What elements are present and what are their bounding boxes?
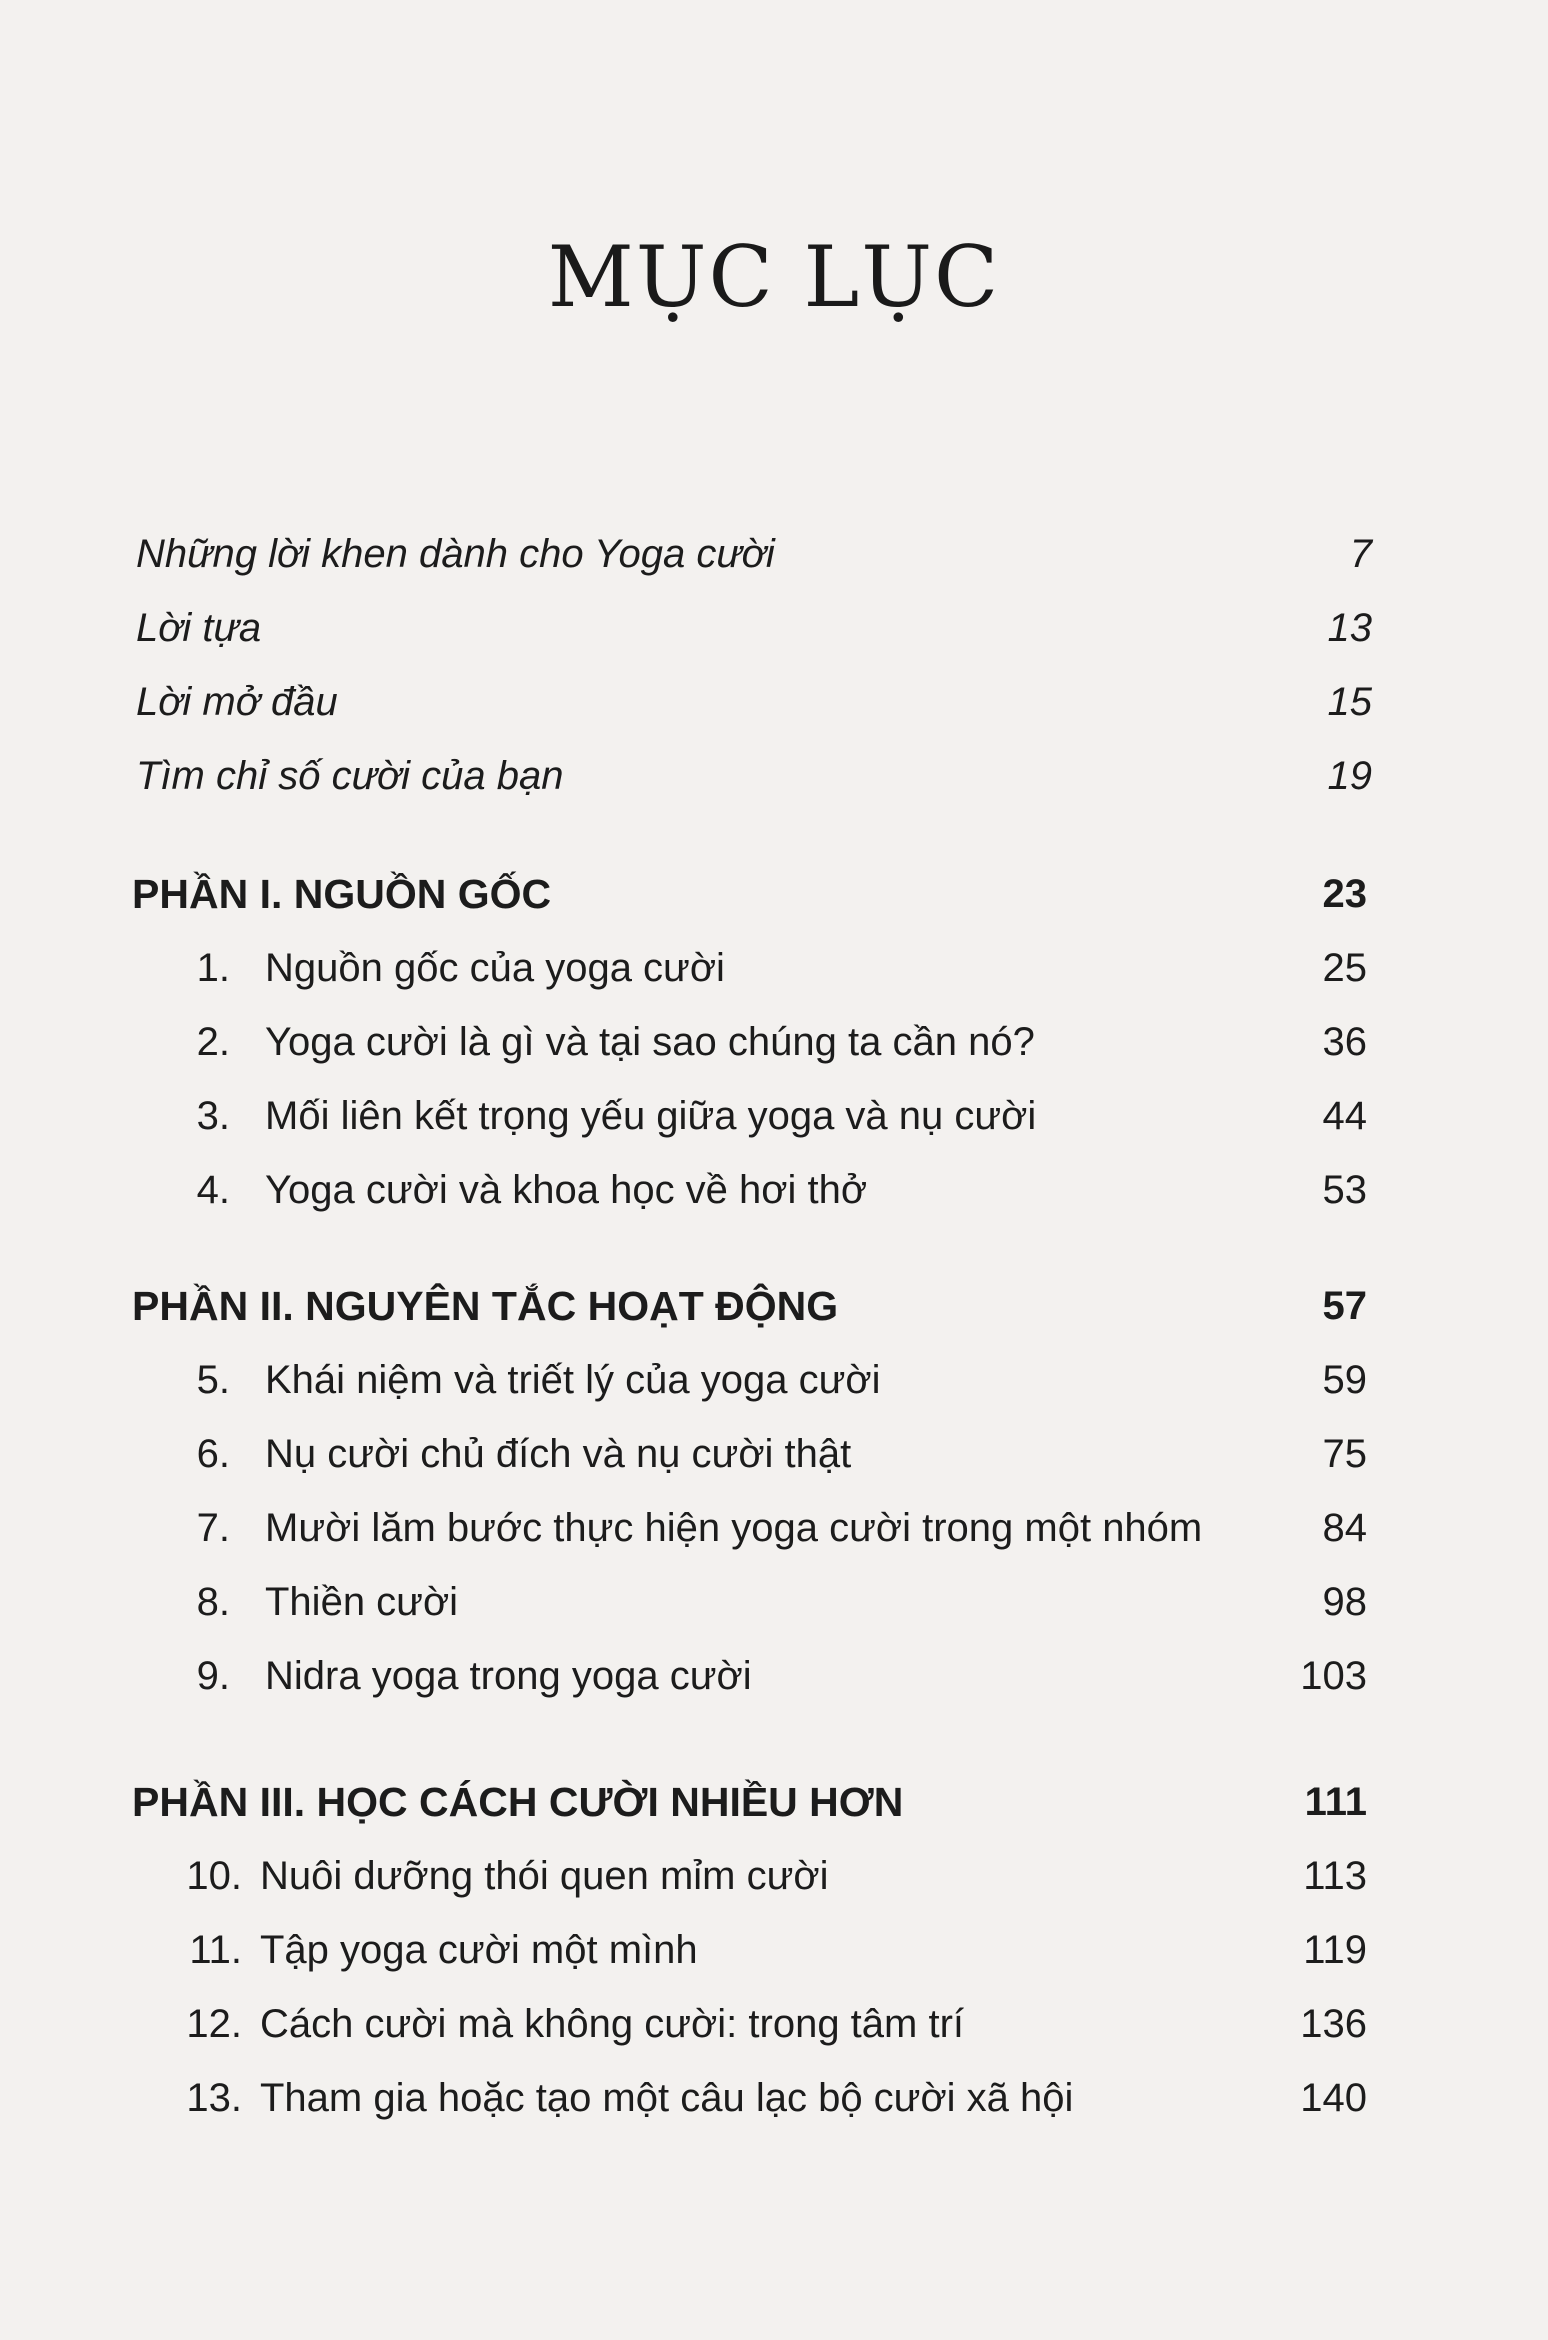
entry-page: 19 (1327, 754, 1372, 798)
toc-entry (0, 598, 1548, 658)
entry-label: Tìm chỉ số cười của bạn (136, 754, 564, 798)
chapter-entry (0, 938, 1548, 998)
entry-page: 7 (1349, 532, 1372, 576)
chapter-page: 140 (1300, 2076, 1367, 2120)
chapter-page: 36 (1322, 1020, 1367, 1064)
part-page: 111 (1304, 1780, 1367, 1824)
chapter-number: 1. (196, 946, 230, 990)
chapter-page: 44 (1322, 1094, 1367, 1138)
chapter-number: 6. (196, 1432, 230, 1476)
part-heading (0, 1276, 1548, 1336)
chapter-number: 13. (186, 2076, 242, 2120)
chapter-number: 2. (196, 1020, 230, 1064)
chapter-entry (0, 1846, 1548, 1906)
toc-entry (0, 672, 1548, 732)
chapter-title: Yoga cười và khoa học về hơi thở (265, 1168, 868, 1212)
chapter-page: 136 (1300, 2002, 1367, 2046)
chapter-title: Nụ cười chủ đích và nụ cười thật (265, 1432, 852, 1476)
chapter-page: 98 (1322, 1580, 1367, 1624)
chapter-entry (0, 2068, 1548, 2128)
entry-page: 15 (1327, 680, 1372, 724)
entry-page: 13 (1327, 606, 1372, 650)
chapter-page: 103 (1300, 1654, 1367, 1698)
chapter-entry (0, 1498, 1548, 1558)
chapter-number: 4. (196, 1168, 230, 1212)
chapter-entry (0, 1572, 1548, 1632)
chapter-entry (0, 1424, 1548, 1484)
chapter-number: 10. (186, 1854, 242, 1898)
part-page: 23 (1322, 872, 1367, 916)
chapter-title: Mối liên kết trọng yếu giữa yoga và nụ cười (265, 1094, 1037, 1138)
entry-label: Lời tựa (136, 606, 262, 650)
chapter-title: Thiền cười (265, 1580, 459, 1624)
chapter-title: Nguồn gốc của yoga cười (265, 946, 725, 990)
chapter-number: 9. (196, 1654, 230, 1698)
entry-label: Những lời khen dành cho Yoga cười (136, 532, 775, 576)
chapter-title: Khái niệm và triết lý của yoga cười (265, 1358, 881, 1402)
part-heading (0, 864, 1548, 924)
chapter-title: Tập yoga cười một mình (260, 1928, 698, 1972)
chapter-page: 59 (1322, 1358, 1367, 1402)
entry-label: Lời mở đầu (136, 680, 338, 724)
chapter-title: Yoga cười là gì và tại sao chúng ta cần nó? (265, 1020, 1035, 1064)
part-title: PHẦN III. HỌC CÁCH CƯỜI NHIỀU HƠN (132, 1779, 904, 1825)
chapter-title: Tham gia hoặc tạo một câu lạc bộ cười xã hội (260, 2076, 1074, 2120)
chapter-entry (0, 1350, 1548, 1410)
chapter-entry (0, 1012, 1548, 1072)
chapter-entry (0, 1086, 1548, 1146)
chapter-number: 3. (196, 1094, 230, 1138)
part-title: PHẦN II. NGUYÊN TẮC HOẠT ĐỘNG (132, 1283, 839, 1329)
chapter-title: Nidra yoga trong yoga cười (265, 1654, 752, 1698)
chapter-entry (0, 1920, 1548, 1980)
chapter-page: 113 (1303, 1854, 1367, 1898)
part-title: PHẦN I. NGUỒN GỐC (132, 871, 552, 917)
chapter-title: Nuôi dưỡng thói quen mỉm cười (260, 1854, 829, 1898)
part-page: 57 (1322, 1284, 1367, 1328)
chapter-page: 119 (1303, 1928, 1367, 1972)
chapter-title: Mười lăm bước thực hiện yoga cười trong một nhóm (265, 1506, 1203, 1550)
chapter-number: 12. (186, 2002, 242, 2046)
toc-entry (0, 524, 1548, 584)
chapter-page: 25 (1322, 946, 1367, 990)
chapter-entry (0, 1994, 1548, 2054)
chapter-page: 84 (1322, 1506, 1367, 1550)
chapter-page: 75 (1322, 1432, 1367, 1476)
chapter-number: 11. (189, 1928, 242, 1972)
chapter-number: 8. (196, 1580, 230, 1624)
chapter-page: 53 (1322, 1168, 1367, 1212)
chapter-entry (0, 1646, 1548, 1706)
chapter-title: Cách cười mà không cười: trong tâm trí (260, 2002, 965, 2046)
chapter-entry (0, 1160, 1548, 1220)
page-title: MỤC LỤC (547, 228, 1001, 326)
chapter-number: 7. (196, 1506, 230, 1550)
chapter-number: 5. (196, 1358, 230, 1402)
part-heading (0, 1772, 1548, 1832)
toc-entry (0, 746, 1548, 806)
